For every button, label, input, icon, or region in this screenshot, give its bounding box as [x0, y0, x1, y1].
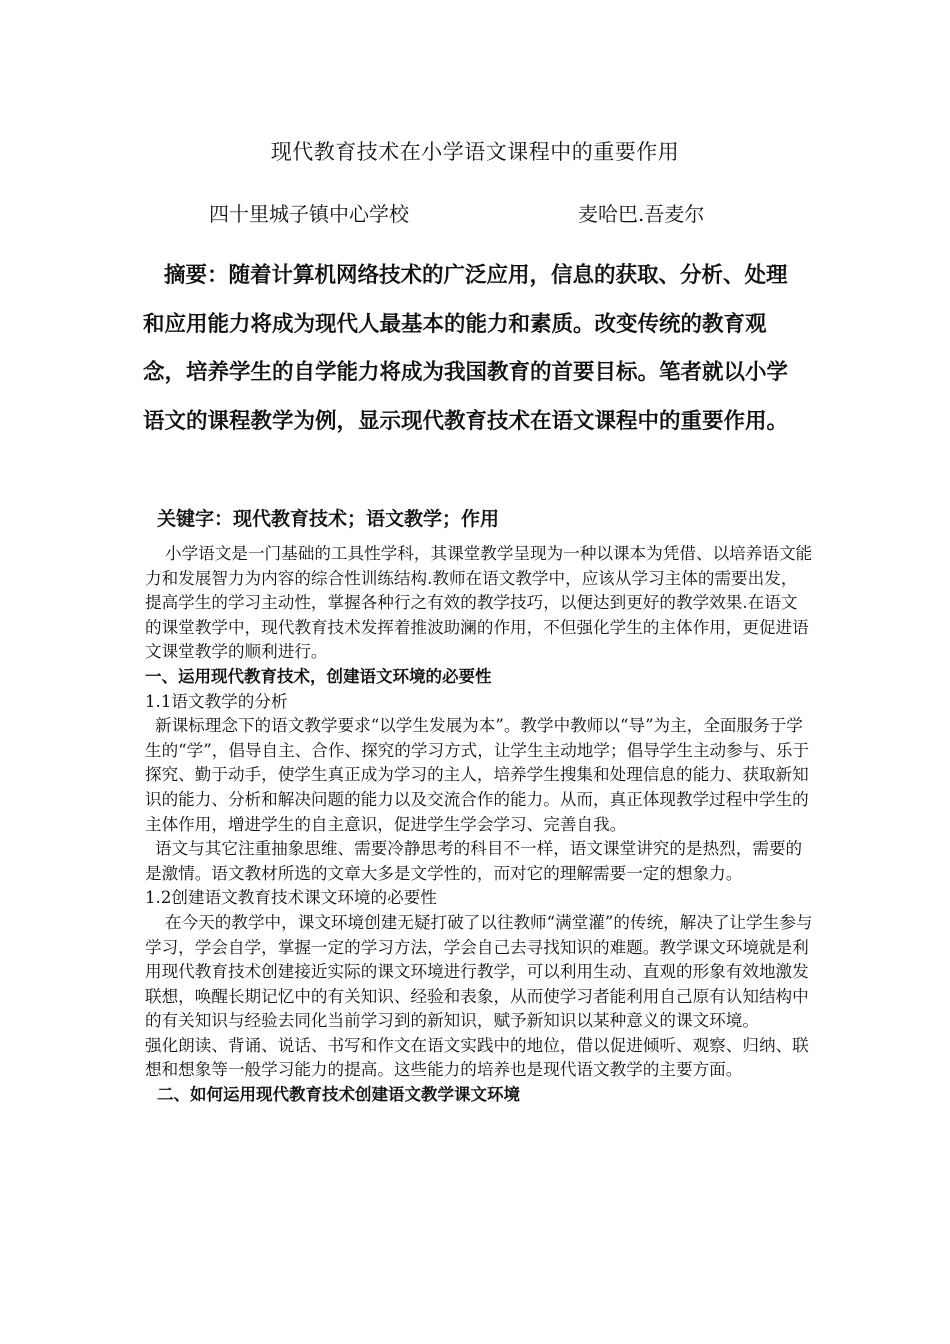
paragraph-1-1-b: 语文与其它注重抽象思维、需要冷静思考的科目不一样，语文课堂讲究的是热烈，需要的是激情。语文教材所选的文章大多是文学性的，而对它的理解需要一定的想象力。 [145, 839, 803, 883]
section-2-heading: 二、如何运用现代教育技术创建语文教学课文环境 [157, 1085, 520, 1105]
paragraph-1-1-a: 新课标理念下的语文教学要求“以学生发展为本”。教学中教师以“导”为主，全面服务于学生的“学”，倡导自主、合作、探究的学习方式，让学生主动地学；倡导学生主动参与、乐于探究、勤于动手，使学生真正成为学习的主人，培养学生搜集和处理信息的能力、获取新知识的能力、分析和解决问题的能力以及交流合作的能力。从而，真正体现教学过程中学生的主体作用，增进学生的自主意识，促进学生学会学习、完善自我。 [145, 716, 810, 834]
intro-paragraph: 小学语文是一门基础的工具性学科，其课堂教学呈现为一种以课本为凭借、以培养语文能力和发展智力为内容的综合性训练结构.教师在语文教学中，应该从学习主体的需要出发，提高学生的学习主动性，掌握各种行之有效的教学技巧，以便达到更好的教学效果.在语文的课堂教学中，现代教育技术发挥着推波助澜的作用，不但强化学生的主体作用，更促进语文课堂教学的顺利进行。 [145, 544, 813, 662]
keywords: 关键字：现代教育技术；语文教学；作用 [157, 508, 500, 530]
section-1-heading: 一、运用现代教育技术，创建语文环境的必要性 [145, 666, 492, 686]
document-title: 现代教育技术在小学语文课程中的重要作用 [270, 140, 680, 164]
subsection-1-2-heading: 1.2创建语文教育技术课文环境的必要性 [145, 888, 437, 908]
author-name: 麦哈巴.吾麦尔 [578, 202, 705, 226]
abstract: 摘要：随着计算机网络技术的广泛应用，信息的获取、分析、处理和应用能力将成为现代人最基本的能力和素质。改变传统的教育观念，培养学生的自学能力将成为我国教育的首要目标。笔者就以小学语文的课程教学为例，显示现代教育技术在语文课程中的重要作用。 [143, 263, 789, 434]
body-text [145, 542, 813, 1108]
byline [0, 198, 950, 226]
paragraph-1-2-a: 在今天的教学中，课文环境创建无疑打破了以往教师“满堂灌”的传统，解决了让学生参与学习，学会自学，掌握一定的学习方法，学会自己去寻找知识的难题。教学课文环境就是利用现代教育技术创建接近实际的课文环境进行教学，可以利用生动、直观的形象有效地激发联想，唤醒长期记忆中的有关知识、经验和表象，从而使学习者能利用自己原有认知结构中的有关知识与经验去同化当前学习到的新知识，赋予新知识以某种意义的课文环境。 [145, 912, 813, 1031]
school-name: 四十里城子镇中心学校 [209, 202, 409, 226]
paragraph-1-2-b: 强化朗读、背诵、说话、书写和作文在语文实践中的地位，借以促进倾听、观察、归纳、联想和想象等一般学习能力的提高。这些能力的培养也是现代语文教学的主要方面。 [145, 1035, 809, 1080]
subsection-1-1-heading: 1.1语文教学的分析 [145, 691, 288, 711]
